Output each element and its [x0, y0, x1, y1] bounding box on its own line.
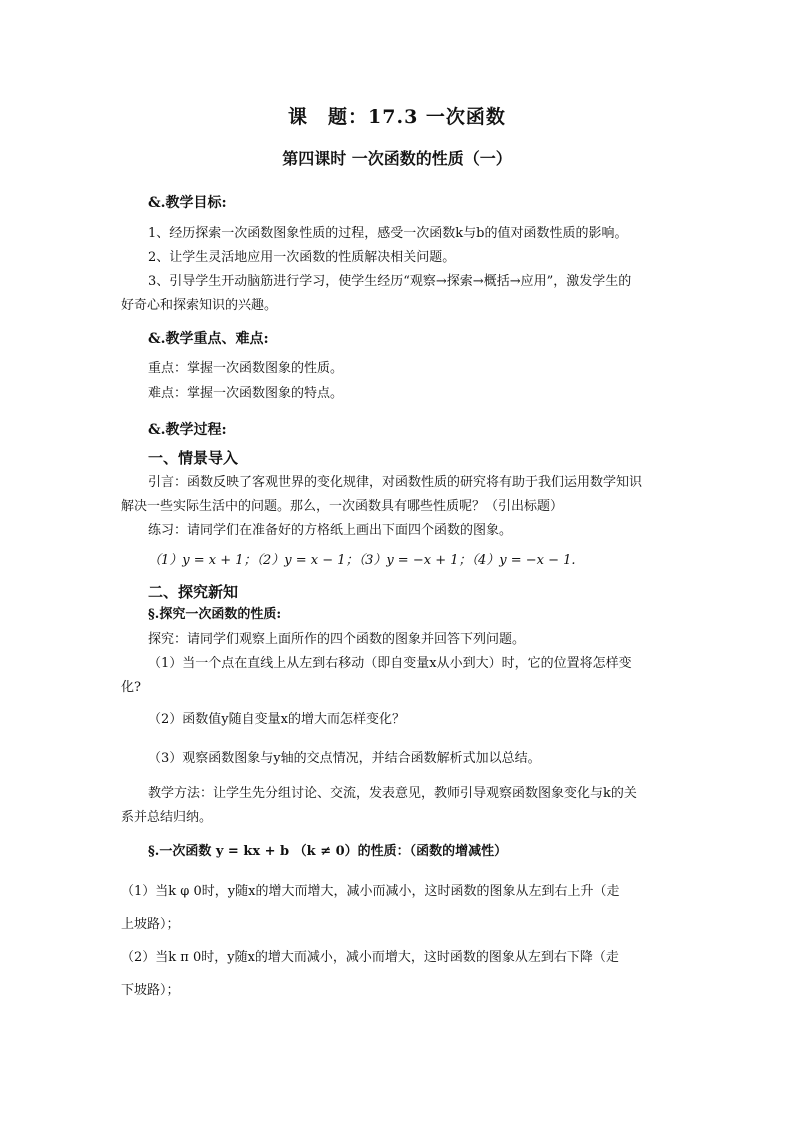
- property-heading: §.一次函数 y = kx + b （k ≠ 0）的性质：（函数的增减性）: [148, 844, 508, 859]
- goal-3: 3、引导学生开动脑筋进行学习，使学生经历“观察→探索→概括→应用”，激发学生的: [148, 274, 632, 289]
- intro-line-2: 解决一些实际生活中的问题。那么，一次函数具有哪些性质呢？（引出标题）: [121, 499, 564, 514]
- property-1-line-1: （1）当k φ 0时，y随x的增大而增大，减小而减小，这时函数的图象从左到右上升（走: [121, 884, 620, 899]
- intro-line-1: 引言：函数反映了客观世界的变化规律，对函数性质的研究将有助于我们运用数学知识: [148, 475, 643, 490]
- question-1-line-2: 化?: [121, 680, 141, 695]
- page-subtitle: 第四课时 一次函数的性质（一）: [282, 149, 512, 168]
- goal-2: 2、让学生灵活地应用一次函数的性质解决相关问题。: [148, 250, 456, 265]
- explore-heading: §.探究一次函数的性质:: [148, 607, 282, 622]
- method-line-2: 系并总结归纳。: [121, 810, 213, 825]
- question-3: （3）观察函数图象与y轴的交点情况，并结合函数解析式加以总结。: [148, 751, 541, 766]
- property-2-line-2: 下坡路）；: [121, 983, 180, 998]
- property-1-line-2: 上坡路）；: [121, 917, 180, 932]
- process-heading: &.教学过程:: [148, 422, 227, 438]
- section-2-title: 二、探究新知: [148, 583, 239, 601]
- question-1-line-1: （1）当一个点在直线上从左到右移动（即自变量x从小到大）时，它的位置将怎样变: [148, 656, 632, 671]
- goal-3-continued: 好奇心和探索知识的兴趣。: [121, 298, 278, 313]
- section-1-title: 一、情景导入: [148, 449, 239, 467]
- difficult-point: 难点：掌握一次函数图象的特点。: [148, 386, 344, 401]
- goals-heading: &.教学目标:: [148, 195, 227, 211]
- property-2-line-1: （2）当k π 0时，y随x的增大而减小，减小而增大，这时函数的图象从左到右下降（走: [121, 950, 619, 965]
- key-point: 重点：掌握一次函数图象的性质。: [148, 361, 344, 376]
- functions-list: （1）y = x + 1；（2）y = x − 1；（3）y = −x + 1；（4）y = −x − 1.: [148, 553, 576, 568]
- question-2: （2）函数值y随自变量x的增大而怎样变化？: [148, 712, 405, 727]
- practice-text: 练习：请同学们在准备好的方格纸上画出下面四个函数的图象。: [148, 523, 513, 538]
- goal-1: 1、经历探索一次函数图象性质的过程，感受一次函数k与b的值对函数性质的影响。: [148, 226, 628, 241]
- page-title: 课 题：17.3 一次函数: [288, 106, 506, 128]
- key-heading: &.教学重点、难点:: [148, 331, 269, 347]
- method-line-1: 教学方法：让学生先分组讨论、交流，发表意见，教师引导观察函数图象变化与k的关: [148, 786, 637, 801]
- explore-intro: 探究：请同学们观察上面所作的四个函数的图象并回答下列问题。: [148, 632, 526, 647]
